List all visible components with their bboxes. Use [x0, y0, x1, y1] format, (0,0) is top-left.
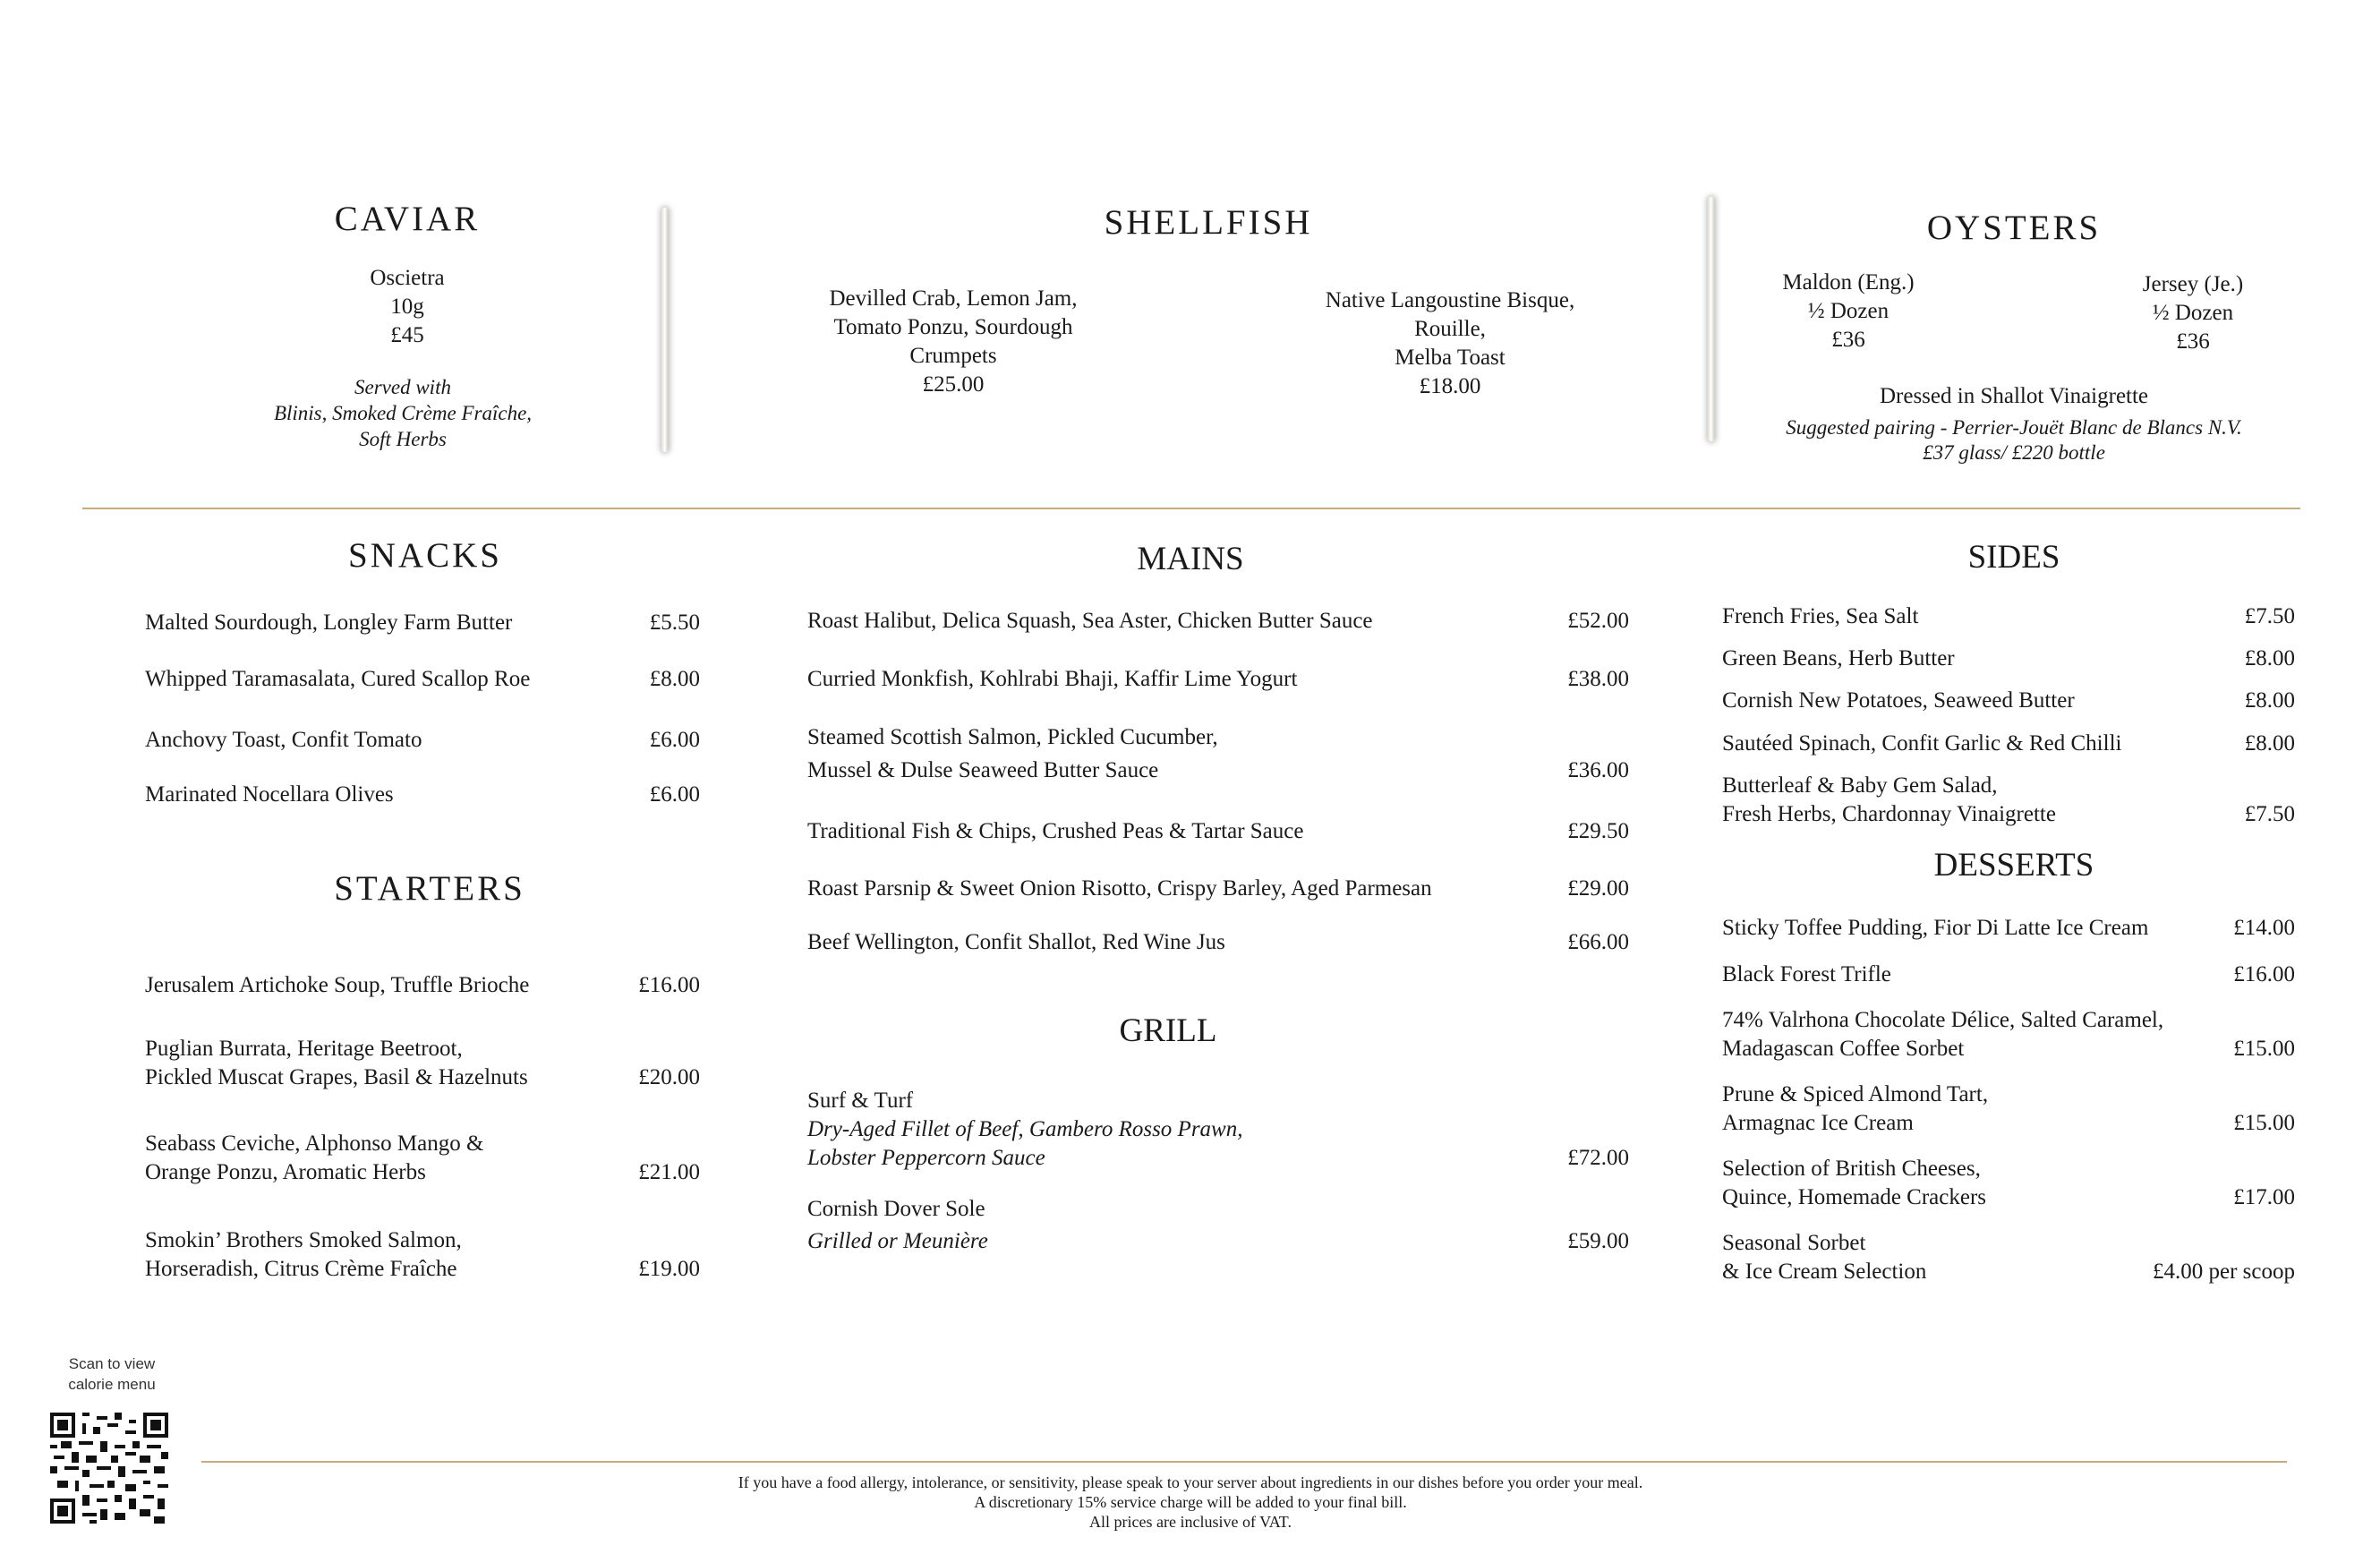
- snacks-item: [145, 726, 700, 755]
- oysters-jersey-origin: Jersey (Je.): [2142, 272, 2244, 296]
- oysters-maldon: [1754, 269, 1942, 354]
- shellfish-bisque-line1: Native Langoustine Bisque,: [1325, 288, 1575, 312]
- oysters-maldon-price: £36: [1831, 328, 1865, 352]
- mains-item-name: Roast Parsnip & Sweet Onion Risotto, Crispy Barley, Aged Parmesan: [807, 876, 1432, 901]
- grill-item-name: Cornish Dover Sole: [807, 1197, 985, 1221]
- starters-item-price: £19.00: [638, 1257, 700, 1281]
- desserts-item: [1722, 914, 2295, 943]
- shellfish-item-bisque: [1271, 286, 1629, 401]
- caviar-accompaniments: [224, 374, 582, 452]
- footer-divider: [201, 1461, 2287, 1463]
- shellfish-crab-line1: Devilled Crab, Lemon Jam,: [829, 286, 1078, 311]
- starters-item-name: Seabass Ceviche, Alphonso Mango &: [145, 1131, 484, 1156]
- desserts-item-name: Sticky Toffee Pudding, Fior Di Latte Ice Cream: [1722, 916, 2149, 940]
- sides-item-name: French Fries, Sea Salt: [1722, 604, 1919, 628]
- shellfish-item-crab: [788, 285, 1119, 399]
- mains-item: [807, 928, 1629, 957]
- starters-item-name: Smokin’ Brothers Smoked Salmon,: [145, 1228, 462, 1252]
- desserts-item-name: 74% Valrhona Chocolate Délice, Salted Caramel,: [1722, 1008, 2164, 1032]
- qr-code-icon[interactable]: [50, 1413, 168, 1524]
- desserts-item-price: £15.00: [2233, 1111, 2295, 1135]
- starters-item-name: Puglian Burrata, Heritage Beetroot,: [145, 1037, 463, 1061]
- oysters-pairing-price: £37 glass/ £220 bottle: [1923, 441, 2105, 464]
- qr-caption: [45, 1353, 179, 1395]
- grill-item-desc: Grilled or Meunière: [807, 1229, 988, 1253]
- oysters-dressing: Dressed in Shallot Vinaigrette: [1879, 384, 2149, 408]
- sides-item: [1722, 772, 2295, 829]
- snacks-item-price: £6.00: [649, 728, 700, 752]
- caviar-served-line3: Soft Herbs: [359, 428, 447, 450]
- grill-item-desc-line2: Lobster Peppercorn Sauce: [807, 1146, 1045, 1170]
- desserts-item-name-line2: Madagascan Coffee Sorbet: [1722, 1037, 1965, 1061]
- mains-item-price: £29.50: [1567, 819, 1629, 843]
- snacks-item: [145, 665, 700, 694]
- starters-item-name-line2: Horseradish, Citrus Crème Fraîche: [145, 1257, 457, 1281]
- divider-bar-left: [661, 208, 669, 452]
- snacks-item-name: Marinated Nocellara Olives: [145, 782, 394, 807]
- mains-item: [807, 665, 1629, 694]
- desserts-item: [1722, 1080, 2295, 1138]
- service-charge-notice: A discretionary 15% service charge will be added to your final bill.: [974, 1493, 1407, 1511]
- oysters-jersey: [2112, 270, 2273, 356]
- desserts-item-name-line2: Armagnac Ice Cream: [1722, 1111, 1914, 1135]
- starters-item: [145, 971, 700, 1000]
- mains-item-price: £52.00: [1567, 609, 1629, 633]
- grill-item-name: Surf & Turf: [807, 1089, 914, 1113]
- starters-item-name-line2: Orange Ponzu, Aromatic Herbs: [145, 1160, 426, 1184]
- caviar-heading: CAVIAR: [334, 200, 481, 238]
- qr-caption-line1: Scan to view: [68, 1355, 156, 1372]
- mains-item-name: Beef Wellington, Confit Shallot, Red Wine Jus: [807, 930, 1225, 954]
- caviar-item: [277, 264, 537, 350]
- mains-heading: MAINS: [1137, 541, 1244, 577]
- starters-item-price: £16.00: [638, 973, 700, 997]
- shellfish-heading: SHELLFISH: [1104, 203, 1313, 242]
- starters-item-price: £21.00: [638, 1160, 700, 1184]
- oysters-jersey-price: £36: [2176, 329, 2210, 354]
- desserts-item: [1722, 961, 2295, 989]
- sides-item-name: Green Beans, Herb Butter: [1722, 646, 1955, 670]
- desserts-item-name: Seasonal Sorbet: [1722, 1231, 1866, 1255]
- shellfish-crab-line2: Tomato Ponzu, Sourdough: [833, 315, 1073, 339]
- grill-item: [807, 1195, 1629, 1258]
- vat-notice: All prices are inclusive of VAT.: [1089, 1513, 1292, 1531]
- sides-item-price: £7.50: [2244, 604, 2295, 628]
- snacks-item-price: £5.50: [649, 610, 700, 635]
- desserts-item-price: £4.00 per scoop: [2153, 1259, 2295, 1284]
- oysters-pairing: Suggested pairing - Perrier-Jouët Blanc de Blancs N.V.: [1786, 416, 2242, 439]
- sides-item-name: Cornish New Potatoes, Seaweed Butter: [1722, 688, 2075, 713]
- starters-item: [145, 1226, 700, 1284]
- mains-item-name: Roast Halibut, Delica Squash, Sea Aster, Chicken Butter Sauce: [807, 609, 1373, 633]
- grill-item-price: £59.00: [1567, 1229, 1629, 1253]
- allergy-notice: If you have a food allergy, intolerance, or sensitivity, please speak to your server about ingredients in our dishes before you order your meal.: [738, 1473, 1643, 1491]
- snacks-item-price: £8.00: [649, 667, 700, 691]
- desserts-item: [1722, 1229, 2295, 1286]
- mains-item-name-line2: Mussel & Dulse Seaweed Butter Sauce: [807, 758, 1159, 782]
- mains-item-price: £29.00: [1567, 876, 1629, 901]
- qr-caption-line2: calorie menu: [68, 1376, 156, 1393]
- caviar-variety: Oscietra: [370, 266, 445, 290]
- grill-item: [807, 1087, 1629, 1176]
- desserts-item-price: £15.00: [2233, 1037, 2295, 1061]
- snacks-item: [145, 609, 700, 637]
- desserts-item-price: £16.00: [2233, 962, 2295, 986]
- desserts-item: [1722, 1006, 2295, 1063]
- starters-item: [145, 1035, 700, 1092]
- snacks-item-name: Anchovy Toast, Confit Tomato: [145, 728, 422, 752]
- mains-item-price: £38.00: [1567, 667, 1629, 691]
- grill-item-price: £72.00: [1567, 1146, 1629, 1170]
- mains-item: [807, 723, 1629, 786]
- desserts-item-name-line2: & Ice Cream Selection: [1722, 1259, 1927, 1284]
- mains-item-name: Traditional Fish & Chips, Crushed Peas & Tartar Sauce: [807, 819, 1304, 843]
- caviar-price: £45: [390, 323, 424, 347]
- desserts-item-name: Selection of British Cheeses,: [1722, 1157, 1981, 1181]
- desserts-item-name: Prune & Spiced Almond Tart,: [1722, 1082, 1989, 1106]
- caviar-served-with: Served with: [354, 376, 451, 398]
- mains-item: [807, 875, 1629, 903]
- divider-bar-right: [1708, 197, 1715, 441]
- oysters-heading: OYSTERS: [1926, 209, 2102, 247]
- desserts-item-price: £17.00: [2233, 1185, 2295, 1209]
- snacks-item: [145, 781, 700, 809]
- shellfish-crab-line3: Crumpets: [909, 344, 997, 368]
- sides-item: [1722, 602, 2295, 631]
- shellfish-crab-price: £25.00: [922, 372, 985, 397]
- starters-item-name: Jerusalem Artichoke Soup, Truffle Brioche: [145, 973, 530, 997]
- snacks-item-price: £6.00: [649, 782, 700, 807]
- starters-item-name-line2: Pickled Muscat Grapes, Basil & Hazelnuts: [145, 1065, 528, 1089]
- sides-heading: SIDES: [1967, 539, 2060, 576]
- snacks-item-name: Whipped Taramasalata, Cured Scallop Roe: [145, 667, 531, 691]
- sides-item-name-line2: Fresh Herbs, Chardonnay Vinaigrette: [1722, 802, 2056, 826]
- sides-item: [1722, 687, 2295, 715]
- sides-item-name: Sautéed Spinach, Confit Garlic & Red Chilli: [1722, 731, 2122, 756]
- oysters-maldon-origin: Maldon (Eng.): [1782, 270, 1915, 295]
- caviar-served-line2: Blinis, Smoked Crème Fraîche,: [273, 402, 533, 424]
- grill-item-desc: Dry-Aged Fillet of Beef, Gambero Rosso Prawn,: [807, 1117, 1243, 1141]
- mains-item: [807, 607, 1629, 636]
- desserts-item: [1722, 1155, 2295, 1212]
- mains-item-price: £66.00: [1567, 930, 1629, 954]
- oysters-maldon-qty: ½ Dozen: [1807, 299, 1889, 323]
- shellfish-bisque-line2: Rouille,: [1414, 317, 1486, 341]
- sides-item: [1722, 645, 2295, 673]
- mains-item-name: Curried Monkfish, Kohlrabi Bhaji, Kaffir Lime Yogurt: [807, 667, 1298, 691]
- desserts-item-name-line2: Quince, Homemade Crackers: [1722, 1185, 1987, 1209]
- sides-item-price: £8.00: [2244, 646, 2295, 670]
- mains-item-name: Steamed Scottish Salmon, Pickled Cucumber,: [807, 725, 1218, 749]
- desserts-heading: DESSERTS: [1933, 847, 2094, 884]
- starters-item: [145, 1130, 700, 1187]
- sides-item-price: £7.50: [2244, 802, 2295, 826]
- section-divider: [82, 508, 2300, 509]
- mains-item: [807, 817, 1629, 846]
- footer-notice: [206, 1473, 2175, 1532]
- starters-item-price: £20.00: [638, 1065, 700, 1089]
- snacks-heading: SNACKS: [348, 536, 502, 575]
- grill-heading: GRILL: [1119, 1012, 1217, 1049]
- sides-item-price: £8.00: [2244, 731, 2295, 756]
- starters-heading: STARTERS: [334, 869, 525, 908]
- snacks-item-name: Malted Sourdough, Longley Farm Butter: [145, 610, 513, 635]
- sides-item: [1722, 730, 2295, 758]
- mains-item-price: £36.00: [1567, 758, 1629, 782]
- desserts-item-price: £14.00: [2233, 916, 2295, 940]
- sides-item-price: £8.00: [2244, 688, 2295, 713]
- oysters-jersey-qty: ½ Dozen: [2152, 301, 2234, 325]
- shellfish-bisque-price: £18.00: [1419, 374, 1481, 398]
- desserts-item-name: Black Forest Trifle: [1722, 962, 1891, 986]
- shellfish-bisque-line3: Melba Toast: [1395, 346, 1506, 370]
- sides-item-name: Butterleaf & Baby Gem Salad,: [1722, 773, 1998, 798]
- caviar-weight: 10g: [390, 295, 424, 319]
